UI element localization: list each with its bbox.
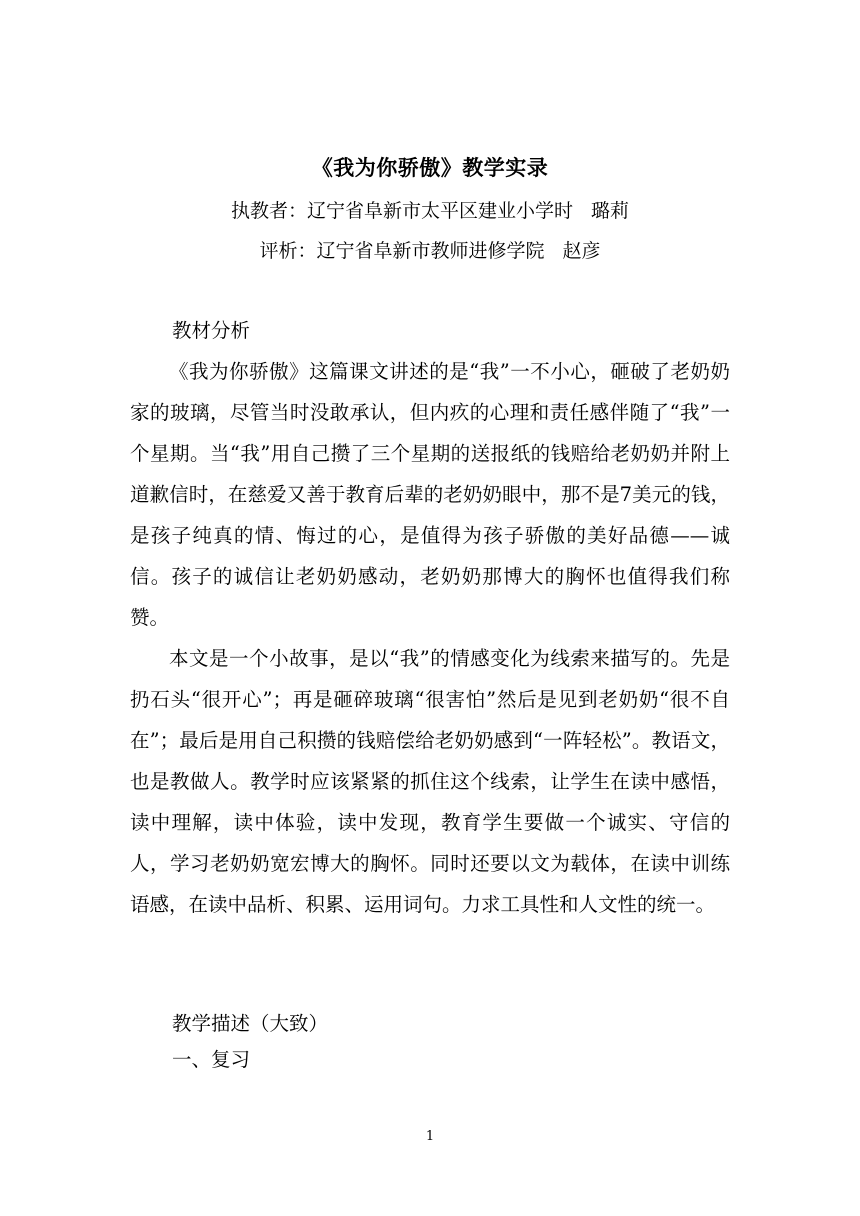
document-title: 《我为你骄傲》教学实录 bbox=[311, 155, 549, 180]
author-name: 璐莉 bbox=[591, 200, 630, 222]
paragraph-2-container bbox=[130, 638, 730, 925]
author-line bbox=[0, 196, 860, 226]
section-heading-review: 一、复习 bbox=[172, 1048, 251, 1071]
review-line bbox=[0, 236, 860, 266]
paragraph-1-container bbox=[130, 351, 730, 638]
paragraph-1: 《我为你骄傲》这篇课文讲述的是“我”一不小心，砸破了老奶奶家的玻璃，尽管当时没敢承认，但内疚的心理和责任感伴随了“我”一个星期。当“我”用自己攒了三个星期的送报纸的钱赔给老奶奶并附上道歉信时，在慈爱又善于教育后辈的老奶奶眼中，那不是7美元的钱，是孩子纯真的情、悔过的心，是值得为孩子骄傲的美好品德——诚信。孩子的诚信让老奶奶感动，老奶奶那博大的胸怀也值得我们称赞。 bbox=[130, 360, 730, 629]
review-label: 评析：辽宁省阜新市教师进修学院 bbox=[259, 240, 545, 262]
review-name: 赵彦 bbox=[562, 240, 601, 262]
section-heading-description: 教学描述（大致） bbox=[172, 1012, 329, 1035]
paragraph-2: 本文是一个小故事，是以“我”的情感变化为线索来描写的。先是扔石头“很开心”；再是砸碎玻璃“很害怕”然后是见到老奶奶“很不自在”；最后是用自己积攒的钱赔偿给老奶奶感到“一阵轻松”。教语文，也是教做人。教学时应该紧紧的抓住这个线索，让学生在读中感悟，读中理解，读中体验，读中发现，教育学生要做一个诚实、守信的人，学习老奶奶宽宏博大的胸怀。同时还要以文为载体，在读中训练语感，在读中品析、积累、运用词句。力求工具性和人文性的统一。 bbox=[130, 647, 730, 916]
author-label: 执教者：辽宁省阜新市太平区建业小学时 bbox=[230, 200, 573, 222]
section-heading-analysis: 教材分析 bbox=[172, 319, 251, 342]
page-number: 1 bbox=[425, 1129, 435, 1144]
